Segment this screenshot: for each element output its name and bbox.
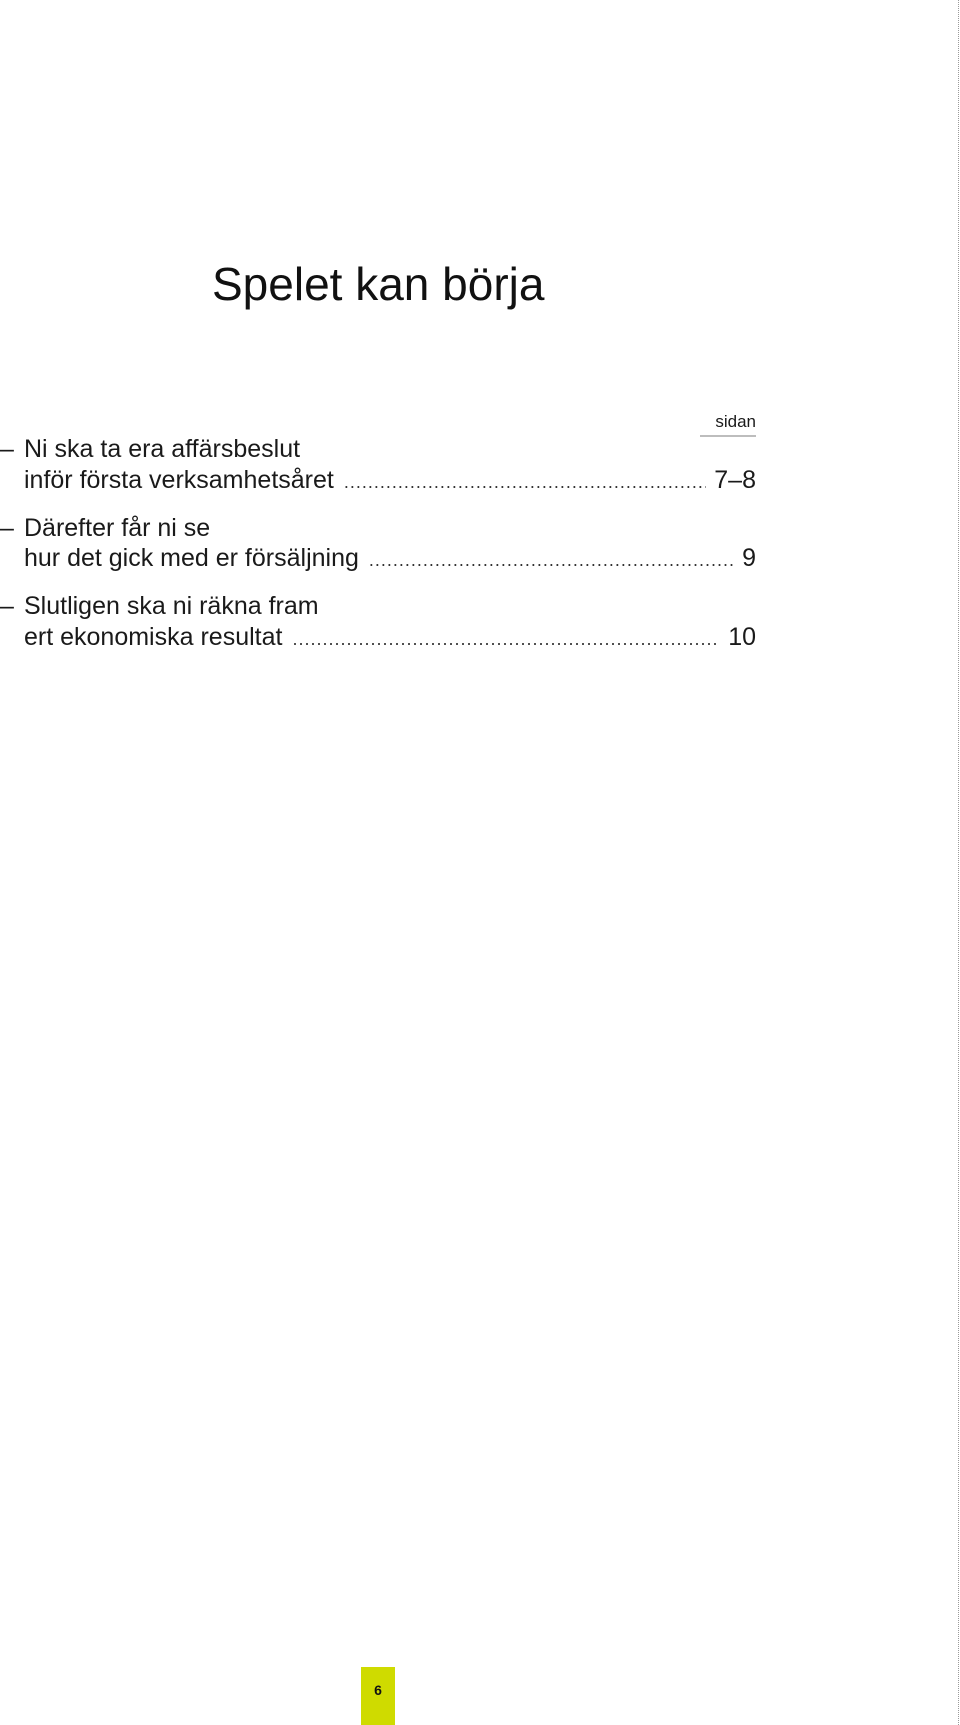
toc-entry-line1 xyxy=(24,589,756,623)
toc-entry-text: Slutligen ska ni räkna fram xyxy=(24,592,319,620)
page-number: 6 xyxy=(374,1682,382,1698)
page-title: Spelet kan börja xyxy=(212,257,545,310)
toc-leader-row xyxy=(24,463,756,499)
toc-dot-leader xyxy=(369,543,734,577)
toc-entry-text: hur det gick med er försäljning xyxy=(24,544,359,572)
toc-entry-line2[interactable] xyxy=(24,620,756,654)
page-number-tab xyxy=(361,1667,395,1725)
toc-entry-line2[interactable] xyxy=(24,541,756,575)
toc-leader-row xyxy=(24,541,756,577)
toc-entry-text: ert ekonomiska resultat xyxy=(24,623,283,651)
toc-page-column-header: sidan xyxy=(700,411,756,437)
toc-page-ref[interactable]: 7–8 xyxy=(714,466,756,494)
toc-page-ref[interactable]: 9 xyxy=(742,544,756,572)
toc-dot-leader xyxy=(292,622,720,656)
toc-entry-text: Därefter får ni se xyxy=(24,514,211,542)
toc-entry-text: inför första verksamhetsåret xyxy=(24,466,334,494)
toc-entry-line1 xyxy=(24,511,756,545)
toc-entry-dash: – xyxy=(0,592,14,620)
toc-entry-line2[interactable] xyxy=(24,463,756,497)
toc-entry-line1 xyxy=(24,432,756,466)
toc-leader-row xyxy=(24,620,756,656)
toc-entry-dash: – xyxy=(0,514,14,542)
toc-entry-dash: – xyxy=(0,435,14,463)
page-edge-divider xyxy=(958,0,959,1725)
toc-dot-leader xyxy=(344,465,706,499)
toc-entry-text: Ni ska ta era affärsbeslut xyxy=(24,435,301,463)
toc-page-ref[interactable]: 10 xyxy=(728,623,756,651)
